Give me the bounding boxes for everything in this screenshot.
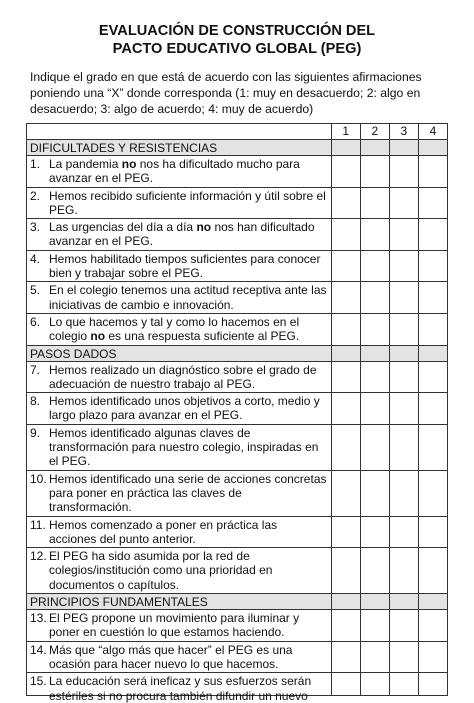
item-text [49,252,327,281]
item-number: 13. [30,611,47,626]
survey-item-row [27,610,448,642]
rating-cell-1[interactable] [331,610,360,642]
section-blank-cell [360,594,389,610]
rating-cell-4[interactable] [418,641,447,673]
survey-item-row [27,516,448,548]
section-header-row [27,345,448,361]
item-number: 8. [30,394,41,409]
item-text-part: nos ha dificultado mucho para avanzar en el PEG. [49,157,300,186]
item-statement [27,673,331,703]
item-statement-cell [27,219,332,251]
item-number: 12. [30,549,47,564]
item-statement-cell [27,516,332,548]
section-title: PRINCIPIOS FUNDAMENTALES [27,594,332,610]
title-line-2: PACTO EDUCATIVO GLOBAL (PEG) [112,41,362,57]
item-statement [27,517,331,548]
rating-cell-1[interactable] [331,250,360,282]
survey-item-row [27,156,448,188]
scale-header-4: 4 [418,124,447,140]
instructions-text: Indique el grado en que está de acuerdo con las siguientes afirmaciones poniendo una “X” donde corresponda (1: muy en desacuerdo; 2: algo en desacuerdo; 3: algo de acuerdo; 4: muy de acuerdo) [30,70,422,116]
item-text-part: nos han dificultado avanzar en el PEG. [49,220,315,249]
section-header-row [27,594,448,610]
item-text-part: Hemos identificado algunas claves de transformación para nuestro colegio, inspiradas en el PEG. [49,425,319,469]
item-text [49,363,327,392]
item-number: 2. [30,188,41,203]
section-blank-cell [331,140,360,156]
rating-cell-2[interactable] [360,361,389,393]
section-blank-cell [360,140,389,156]
item-statement [27,251,331,282]
item-text-part: Las urgencias del día a día [49,220,197,235]
rating-cell-4[interactable] [418,187,447,219]
section-header-row [27,140,448,156]
rating-cell-3[interactable] [389,282,418,314]
rating-cell-1[interactable] [331,187,360,219]
item-statement-cell [27,548,332,594]
item-statement [27,548,331,593]
rating-cell-1[interactable] [331,282,360,314]
rating-cell-1[interactable] [331,156,360,188]
item-statement-cell [27,156,332,188]
rating-cell-3[interactable] [389,548,418,594]
item-statement [27,393,331,424]
survey-item-row [27,282,448,314]
rating-cell-1[interactable] [331,673,360,696]
item-text [49,315,327,344]
item-statement-cell [27,250,332,282]
scale-header-1: 1 [331,124,360,140]
rating-cell-4[interactable] [418,156,447,188]
section-blank-cell [418,594,447,610]
item-statement-cell [27,313,332,345]
item-text [49,472,327,515]
rating-cell-3[interactable] [389,219,418,251]
document-title [0,22,474,58]
item-text-part: Hemos habilitado tiempos suficientes para conocer bien y trabajar sobre el PEG. [49,251,321,281]
rating-cell-2[interactable] [360,250,389,282]
rating-cell-3[interactable] [389,673,418,696]
rating-cell-3[interactable] [389,187,418,219]
rating-cell-4[interactable] [418,610,447,642]
scale-header-2: 2 [360,124,389,140]
rating-cell-2[interactable] [360,470,389,516]
rating-cell-3[interactable] [389,610,418,642]
item-text-part: Hemos identificado una serie de acciones concretas para poner en práctica las claves de transformación. [49,471,327,515]
rating-cell-1[interactable] [331,393,360,425]
item-text [49,189,327,218]
rating-cell-4[interactable] [418,548,447,594]
item-number: 14. [30,642,47,657]
section-blank-cell [418,140,447,156]
item-statement [27,188,331,219]
survey-item-row [27,250,448,282]
scale-header-3: 3 [389,124,418,140]
rating-cell-2[interactable] [360,641,389,673]
item-text [49,643,327,672]
item-text-part: El PEG ha sido asumida por la red de colegios/institución como una prioridad en documentos o capítulos. [49,549,273,592]
rating-cell-1[interactable] [331,424,360,470]
item-text-part: Lo que hacemos y tal y como lo hacemos en el colegio [49,314,300,344]
rating-cell-1[interactable] [331,516,360,548]
rating-cell-3[interactable] [389,313,418,345]
survey-item-row [27,313,448,345]
rating-cell-1[interactable] [331,641,360,673]
rating-cell-4[interactable] [418,393,447,425]
section-title: PASOS DADOS [27,345,332,361]
rating-cell-3[interactable] [389,156,418,188]
survey-body [27,140,448,703]
item-number: 11. [30,517,46,532]
item-statement [27,425,331,470]
item-statement [27,156,331,187]
item-text-part: Hemos realizado un diagnóstico sobre el grado de adecuación de nuestro trabajo al PEG. [49,362,317,391]
item-statement [27,314,331,345]
item-statement-cell [27,393,332,425]
item-text-part: Más que “algo más que hacer” el PEG es una ocasión para hacer nuevo lo que hacemos. [49,642,293,671]
item-text [49,549,327,592]
section-blank-cell [389,345,418,361]
rating-cell-3[interactable] [389,361,418,393]
item-number: 5. [30,283,41,298]
item-statement-cell [27,470,332,516]
rating-cell-1[interactable] [331,361,360,393]
survey-item-row [27,548,448,594]
survey-table [26,123,448,703]
item-statement [27,610,331,641]
item-text-part: La educación será ineficaz y sus esfuerzos serán estériles si no procura también difundir un nuevo [49,674,312,703]
section-blank-cell [331,594,360,610]
item-text [49,220,327,249]
item-text-part: Hemos identificado unos objetivos a corto, medio y largo plazo para avanzar en el PEG. [49,394,320,423]
item-statement-cell [27,424,332,470]
item-emphasis: no [90,329,106,344]
rating-cell-4[interactable] [418,673,447,696]
item-statement-cell [27,282,332,314]
survey-item-row [27,641,448,673]
rating-cell-1[interactable] [331,548,360,594]
item-number: 9. [30,425,41,440]
rating-cell-4[interactable] [418,219,447,251]
rating-cell-4[interactable] [418,282,447,314]
rating-cell-2[interactable] [360,187,389,219]
item-statement [27,282,331,313]
rating-cell-3[interactable] [389,250,418,282]
item-number: 7. [30,362,41,377]
rating-cell-3[interactable] [389,470,418,516]
rating-cell-2[interactable] [360,548,389,594]
item-statement [27,471,331,516]
item-statement [27,642,331,673]
item-text [49,674,327,703]
survey-item-row [27,424,448,470]
item-text-part: es una respuesta suficiente al PEG. [105,329,300,344]
section-blank-cell [331,345,360,361]
rating-cell-4[interactable] [418,516,447,548]
item-text [49,394,327,423]
rating-cell-2[interactable] [360,673,389,696]
item-number: 3. [30,220,41,235]
item-number: 15. [30,674,47,689]
item-text-part: El PEG propone un movimiento para iluminar y poner en cuestión lo que estamos haciendo. [49,611,300,640]
rating-cell-3[interactable] [389,424,418,470]
section-title: DIFICULTADES Y RESISTENCIAS [27,140,332,156]
rating-cell-4[interactable] [418,424,447,470]
rating-cell-2[interactable] [360,610,389,642]
rating-cell-2[interactable] [360,424,389,470]
item-emphasis: no [196,220,212,235]
item-statement-cell [27,673,332,703]
survey-item-row [27,187,448,219]
rating-cell-3[interactable] [389,516,418,548]
rating-cell-3[interactable] [389,393,418,425]
item-number: 10. [30,471,47,486]
section-blank-cell [360,345,389,361]
item-statement [27,362,331,393]
header-blank-cell [27,124,332,140]
rating-cell-2[interactable] [360,282,389,314]
item-statement [27,219,331,250]
item-statement-cell [27,187,332,219]
rating-cell-2[interactable] [360,313,389,345]
item-text-part: La pandemia [49,157,122,171]
rating-cell-2[interactable] [360,219,389,251]
rating-cell-1[interactable] [331,219,360,251]
item-text [49,611,327,640]
scale-header-row [27,124,448,140]
rating-cell-4[interactable] [418,361,447,393]
survey-item-row [27,219,448,251]
item-text [49,518,327,547]
item-number: 6. [30,314,41,329]
survey-item-row [27,393,448,425]
section-blank-cell [418,345,447,361]
item-statement-cell [27,610,332,642]
title-line-1: EVALUACIÓN DE CONSTRUCCIÓN DEL [98,23,376,39]
item-text [49,426,327,469]
survey-item-row [27,361,448,393]
rating-cell-2[interactable] [360,156,389,188]
item-number: 1. [30,157,41,171]
item-text [49,283,327,312]
rating-cell-1[interactable] [331,470,360,516]
item-statement-cell [27,361,332,393]
rating-cell-2[interactable] [360,393,389,425]
rating-cell-3[interactable] [389,641,418,673]
item-text [49,157,327,186]
section-blank-cell [389,140,418,156]
survey-item-row [27,470,448,516]
item-text-part: Hemos comenzado a poner en práctica las acciones del punto anterior. [49,517,278,546]
item-text-part: En el colegio tenemos una actitud receptiva ante las iniciativas de cambio e innovación. [49,283,327,312]
rating-cell-4[interactable] [418,470,447,516]
item-text-part: Hemos recibido suficiente información y útil sobre el PEG. [49,188,326,217]
item-statement-cell [27,641,332,673]
rating-cell-1[interactable] [331,313,360,345]
rating-cell-2[interactable] [360,516,389,548]
item-number: 4. [30,251,41,266]
rating-cell-4[interactable] [418,313,447,345]
rating-cell-4[interactable] [418,250,447,282]
section-blank-cell [389,594,418,610]
survey-item-row [27,673,448,696]
item-emphasis: no [121,157,137,171]
